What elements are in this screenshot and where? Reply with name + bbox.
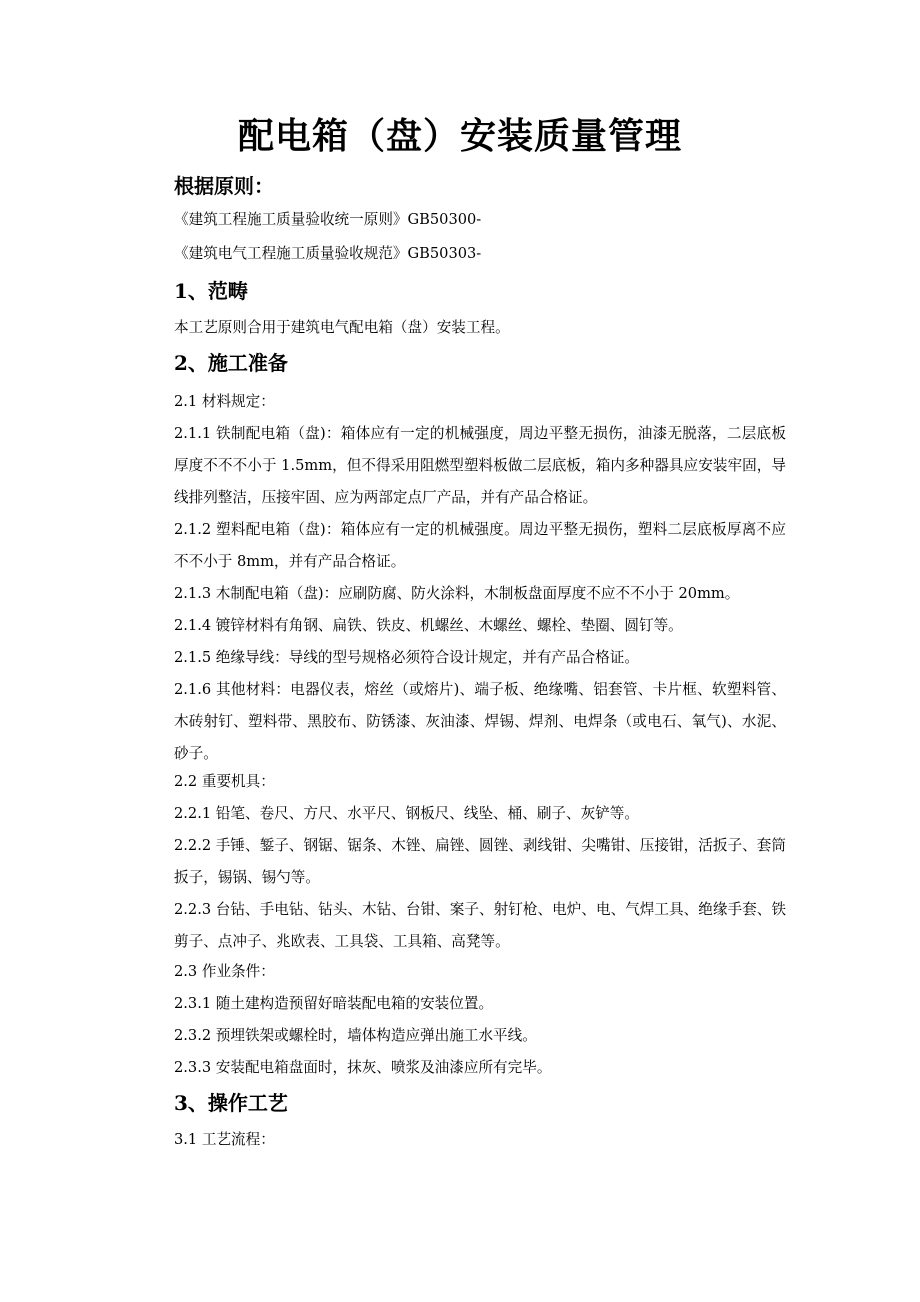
tools-heading: 2.2 重要机具： xyxy=(174,773,275,790)
paragraph-2-1-4: 2.1.4 镀锌材料有角钢、扁铁、铁皮、机螺丝、木螺丝、螺栓、垫圈、圆钉等。 xyxy=(174,617,683,634)
conditions-heading: 2.3 作业条件： xyxy=(174,963,275,980)
paragraph-2-1-2: 2.1.2 塑料配电箱（盘)：箱体应有一定的机械强度。周边平整无损伤，塑料二层底板厚离不应不不小于 8mm，并有产品合格证。 xyxy=(174,521,786,570)
page-title: 配电箱（盘）安装质量管理 xyxy=(237,115,682,157)
section-2-heading: 2、施工准备 xyxy=(174,351,288,375)
section-3-heading: 3、操作工艺 xyxy=(174,1091,288,1115)
paragraph-2-2-3: 2.2.3 台钻、手电钻、钻头、木钻、台钳、案子、射钉枪、电炉、电、气焊工具、绝缘手套、铁剪子、点冲子、兆欧表、工具袋、工具箱、高凳等。 xyxy=(174,901,786,950)
paragraph-2-1-6: 2.1.6 其他材料：电器仪表，熔丝（或熔片)、端子板、绝缘嘴、铝套管、卡片框、软塑料管、木砖射钉、塑料带、黑胶布、防锈漆、灰油漆、焊锡、焊剂、电焊条（或电石、氧气)、水泥、砂子。 xyxy=(174,681,786,762)
paragraph-2-3-3: 2.3.3 安装配电箱盘面时，抹灰、喷浆及油漆应所有完毕。 xyxy=(174,1059,552,1076)
paragraph-2-1-5: 2.1.5 绝缘导线：导线的型号规格必须符合设计规定，并有产品合格证。 xyxy=(174,649,639,666)
paragraph-2-2-2: 2.2.2 手锤、錾子、钢锯、锯条、木锉、扁锉、圆锉、剥线钳、尖嘴钳、压接钳，活扳子、套筒扳子，锡锅、锡勺等。 xyxy=(174,837,786,886)
materials-heading: 2.1 材料规定： xyxy=(174,393,275,410)
section-1-heading: 1、范畴 xyxy=(174,279,248,303)
paragraph-2-1-1: 2.1.1 铁制配电箱（盘)：箱体应有一定的机械强度，周边平整无损伤，油漆无脱落，二层底板厚度不不不小于 1.5mm，但不得采用阻燃型塑料板做二层底板，箱内多种器具应安装牢固，导线排列整洁，压接牢固、应为两部定点厂产品，并有产品合格证。 xyxy=(174,425,786,506)
section-1-text: 本工艺原则合用于建筑电气配电箱（盘）安装工程。 xyxy=(174,319,510,336)
paragraph-2-2-1: 2.2.1 铅笔、卷尺、方尺、水平尺、钢板尺、线坠、桶、刷子、灰铲等。 xyxy=(174,805,639,822)
basis-standard-2: 《建筑电气工程施工质量验收规范》GB50303- xyxy=(174,245,482,262)
process-flow-heading: 3.1 工艺流程： xyxy=(174,1131,275,1148)
paragraph-2-3-2: 2.3.2 预埋铁架或螺栓时，墙体构造应弹出施工水平线。 xyxy=(174,1027,537,1044)
paragraph-2-3-1: 2.3.1 随土建构造预留好暗装配电箱的安装位置。 xyxy=(174,995,494,1012)
paragraph-2-1-3: 2.1.3 木制配电箱（盘)：应刷防腐、防火涂料，木制板盘面厚度不应不不小于 20mm。 xyxy=(174,585,740,602)
basis-standard-1: 《建筑工程施工质量验收统一原则》GB50300- xyxy=(174,211,482,228)
basis-heading: 根据原则： xyxy=(174,174,274,198)
